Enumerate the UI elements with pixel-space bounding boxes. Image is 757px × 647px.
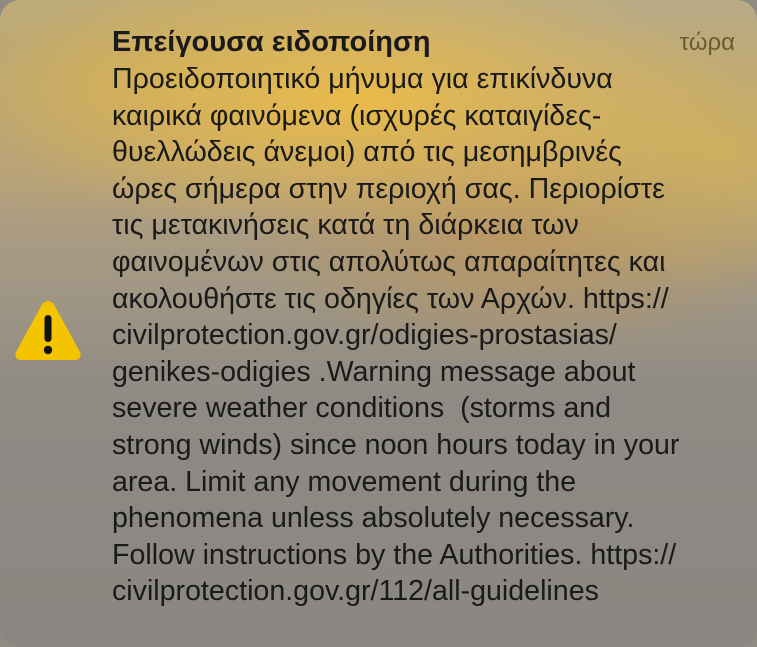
message-line: καιρικά φαινόμενα (ισχυρές καταιγίδες- [112, 99, 602, 132]
notification-title: Επείγουσα ειδοποίηση [112, 26, 431, 58]
message-line: Follow instructions by the Authorities. https:// [112, 538, 677, 571]
notification-message [112, 61, 742, 610]
message-line: severe weather conditions (storms and [112, 392, 612, 425]
message-line: φαινομένων στις απολύτως απαραίτητες και [112, 245, 666, 278]
message-line: ώρες σήμερα στην περιοχή σας. Περιορίστε [112, 172, 665, 205]
warning-triangle-icon [12, 297, 84, 363]
message-line: civilprotection.gov.gr/odigies-prostasias/ [112, 319, 617, 352]
message-line: τις μετακινήσεις κατά τη διάρκεια των [112, 209, 579, 242]
notification-time: τώρα [679, 29, 735, 56]
message-line: θυελλώδεις άνεμοι) από τις μεσημβρινές [112, 136, 622, 169]
message-line: ακολουθήστε τις οδηγίες των Αρχών. https:// [112, 282, 669, 315]
message-line: Προειδοποιητικό μήνυμα για επικίνδυνα [112, 63, 613, 95]
message-line: strong winds) since noon hours today in your [112, 428, 680, 461]
message-line: phenomena unless absolutely necessary. [112, 502, 635, 535]
message-line: area. Limit any movement during the [112, 465, 577, 498]
message-line: genikes-odigies .Warning message about [112, 355, 636, 388]
message-line: civilprotection.gov.gr/112/all-guidelines [112, 575, 599, 608]
